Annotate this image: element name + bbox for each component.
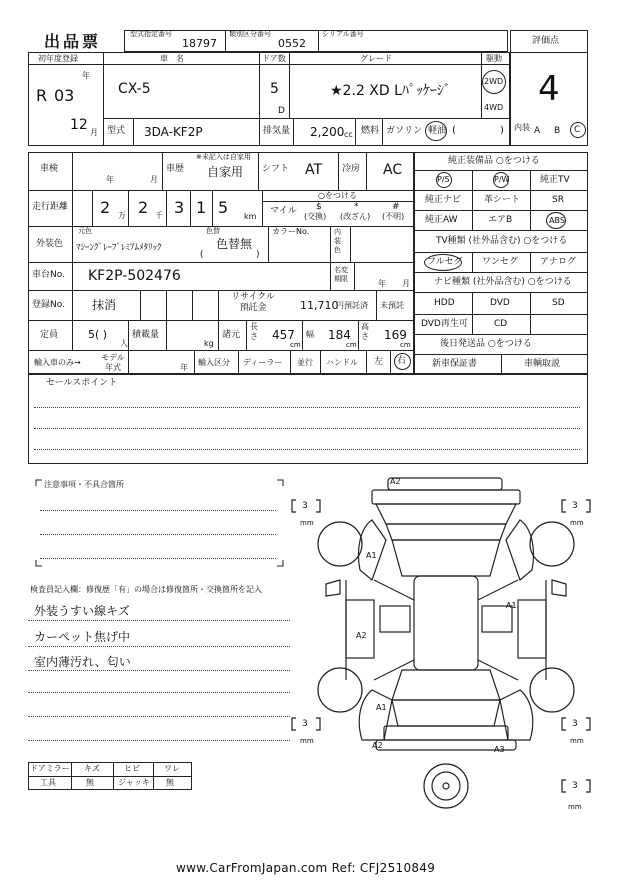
tv-analog: アナログ [540, 257, 577, 267]
model-no: 18797 [182, 37, 217, 50]
dealer-label: ディーラー [243, 358, 283, 367]
recycle-unpaid: 未預託 [380, 301, 404, 310]
notes-label: 注意事項・不具合箇所 [44, 480, 124, 489]
damage-mark-front-bumper: A2 [390, 477, 401, 486]
tv-fullseg: フルセグ [427, 257, 463, 267]
ac-label: 冷房 [342, 164, 361, 174]
ac: AC [383, 162, 403, 178]
recycle-amount: 11,710 [300, 299, 339, 312]
mileage-digit-2: 2 [138, 198, 149, 217]
mileage-label: 走行距離 [32, 202, 69, 212]
first-reg-month: 12 [70, 117, 88, 133]
later-warranty: 新車保証書 [432, 359, 478, 369]
type: 3DA-KF2P [144, 125, 203, 139]
history-label: 車歴 [166, 164, 185, 174]
tread-rear-left: 3 [302, 719, 308, 729]
navi-hdd: HDD [434, 298, 455, 308]
note-item-2: カーペット焦げ中 [34, 630, 131, 644]
history-note: ※未記入は自家用 [196, 153, 251, 161]
shaken-label: 車検 [40, 164, 59, 174]
import-label: 輸入車のみ→ [34, 358, 81, 367]
footer-reference: www.CarFromJapan.com Ref: CFJ2510849 [176, 861, 436, 875]
tread-front-left: 3 [302, 501, 308, 511]
chassis-label: 車台No. [32, 270, 65, 280]
damage-mark-right-door: A1 [506, 601, 517, 610]
score-label: 評価点 [532, 36, 560, 46]
damage-mark-left-door: A2 [356, 631, 367, 640]
doors: 5 [270, 81, 279, 97]
equip-tv: 純正TV [540, 175, 570, 185]
equipment-title: 純正装備品 ○をつける [448, 156, 540, 166]
navi-dvd-play: DVD再生可 [421, 319, 468, 329]
equip-leather: 革シート [484, 195, 521, 205]
sales-point-label: セールスポイント [46, 378, 118, 388]
mileage-digit-1: 2 [100, 198, 111, 217]
damage-mark-left-rear: A1 [376, 703, 387, 712]
tread-rear-right: 3 [572, 719, 578, 729]
equip-navi: 純正ナビ [425, 195, 462, 205]
recycle-label: リサイクル預託金 [231, 292, 275, 313]
equip-sr: SR [552, 195, 564, 205]
doors-label: ドア数 [262, 54, 286, 63]
drive-2wd: 2WD [484, 77, 504, 86]
parallel-label: 並行 [297, 358, 313, 367]
interior-color-label: 内装色 [334, 228, 341, 254]
grade-label: グレード [360, 54, 392, 63]
car-name-label: 車 名 [160, 54, 184, 63]
handle-label: ハンドル [326, 358, 358, 367]
width: 184 [328, 328, 351, 342]
model-no-label: 型式指定番号 [130, 30, 172, 38]
model-year-label: モデル年式 [101, 353, 125, 372]
first-reg-year: 03 [54, 86, 75, 105]
color-now: 色替無 [216, 237, 253, 251]
chassis: KF2P-502476 [88, 268, 181, 284]
type-label: 型式 [107, 126, 126, 136]
first-reg-era: R [36, 86, 48, 105]
later-title: 後日発送品 ○をつける [440, 339, 532, 349]
name-change-label: 名変期限 [334, 266, 348, 283]
navi-sd: SD [552, 298, 565, 308]
equip-abs: ABS [549, 216, 565, 225]
car-name: CX-5 [118, 81, 151, 97]
note-item-3: 室内薄汚れ、匂い [34, 655, 131, 669]
class-no-label: 類別区分番号 [229, 30, 271, 38]
first-reg-label: 初年度登録 [38, 54, 78, 63]
serial-label: シリアル番号 [322, 30, 364, 38]
class-no: 0552 [278, 37, 306, 50]
inspector-label: 検査員記入欄：修復歴「有」の場合は修復箇所・交換箇所を記入 [30, 585, 262, 594]
damage-mark-left-front: A1 [366, 551, 377, 560]
length: 457 [272, 328, 295, 342]
later-manual: 車輌取説 [524, 359, 561, 369]
history: 自家用 [207, 165, 244, 179]
tread-front-right: 3 [572, 501, 578, 511]
load-label: 積載量 [132, 330, 160, 340]
navi-cd: CD [494, 319, 508, 329]
height: 169 [384, 328, 407, 342]
fuel-diesel: 軽油 [428, 126, 447, 136]
capacity-label: 定員 [40, 330, 59, 340]
damage-mark-rear-left: A2 [372, 741, 383, 750]
fuel-gas: ガソリン [386, 126, 423, 136]
sheet-title: 出品票 [44, 32, 102, 51]
equip-ps: P/S [437, 175, 450, 184]
capacity: 5( ) [88, 328, 108, 341]
mileage-digit-5: 5 [218, 198, 229, 217]
color-original: ﾏｼｰﾝｸﾞﾚｰﾌﾟﾚﾐｱﾑﾒﾀﾘｯｸ [76, 243, 162, 253]
import-type-label: 輸入区分 [198, 358, 230, 367]
registration-label: 登録No. [32, 300, 65, 310]
tread-spare: 3 [572, 781, 578, 791]
displacement: 2,200 [310, 125, 345, 139]
registration: 抹消 [92, 298, 117, 312]
shift: AT [305, 162, 323, 178]
grade: ★2.2 XD Lﾊﾟｯｹｰｼﾞ [330, 83, 451, 99]
shift-label: シフト [262, 164, 290, 174]
drive-label: 駆動 [486, 54, 502, 63]
displacement-label: 排気量 [263, 126, 291, 136]
score-value: 4 [538, 69, 560, 109]
tv-oneseg: ワンセグ [482, 257, 519, 267]
mileage-digit-4: 1 [196, 198, 207, 217]
color-label: 外装色 [36, 239, 64, 249]
equip-airbag: エアB [488, 215, 513, 225]
tv-title: TV種類 (社外品含む) ○をつける [436, 236, 568, 246]
fuel-label: 燃料 [361, 126, 380, 136]
equip-pw: P/W [494, 175, 510, 184]
navi-dvd: DVD [490, 298, 510, 308]
mileage-digit-3: 3 [174, 198, 185, 217]
navi-title: ナビ種類 (社外品含む) ○をつける [434, 277, 572, 287]
drive-4wd: 4WD [484, 103, 504, 112]
equip-aw: 純正AW [425, 215, 458, 225]
color-no-label: カラーNo. [272, 227, 310, 236]
door-type: D [278, 106, 285, 116]
note-item-1: 外装うすい線キズ [34, 604, 130, 618]
meter-mile: マイル [270, 206, 297, 216]
damage-mark-rear-bumper: A3 [494, 745, 505, 754]
meter-note: ○をつける [318, 191, 357, 200]
dimensions-label: 諸元 [222, 330, 241, 340]
interior-label: 内装 [514, 123, 530, 132]
